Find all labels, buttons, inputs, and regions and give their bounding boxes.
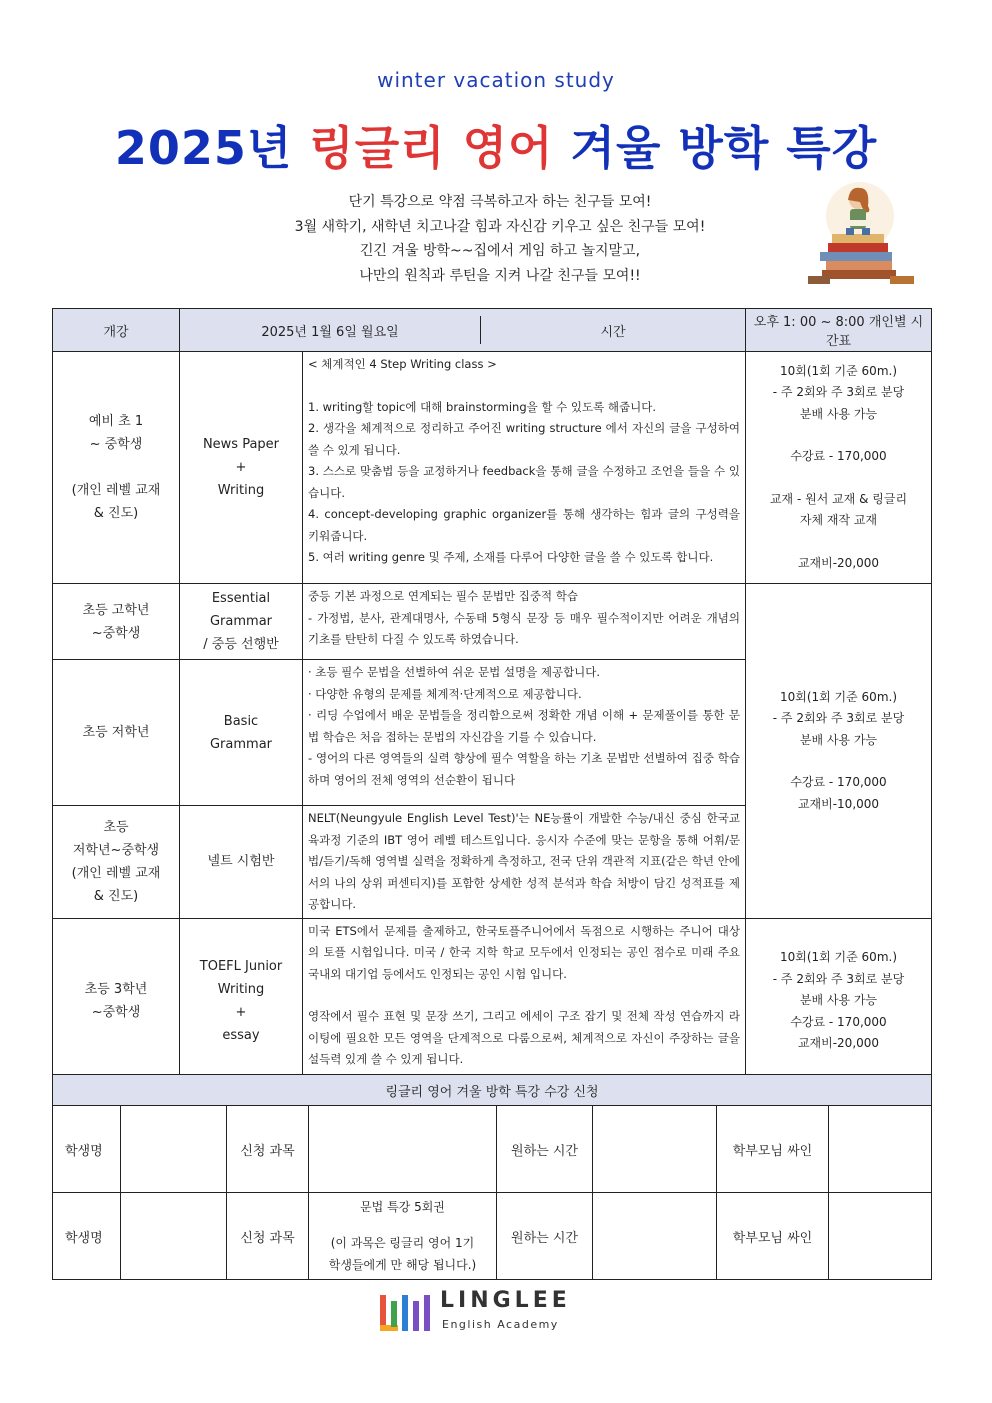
student-name-field[interactable]	[121, 1193, 227, 1280]
time-value: 오후 1: 00 ~ 8:00 개인별 시간표	[746, 309, 932, 352]
page-title	[0, 112, 992, 178]
course-name: News Paper + Writing	[180, 352, 303, 584]
logo-name: LINGLEE	[440, 1288, 571, 1313]
time-label: 원하는 시간	[497, 1193, 593, 1280]
open-date: 2025년 1월 6일 월요일	[180, 316, 481, 344]
student-name-label: 학생명	[53, 1193, 121, 1280]
intro-line: 나만의 원칙과 루틴을 지켜 나갈 친구들 모여!!	[359, 267, 641, 284]
linglee-logo	[378, 1288, 618, 1338]
course-info: 10회(1회 기준 60m.) - 주 2회와 주 3회로 분당 분배 사용 가능 수강료 - 170,000 교재 - 원서 교재 & 링글리 자체 재작 교재 교재비-20,000	[746, 352, 932, 584]
course-info: 10회(1회 기준 60m.) - 주 2회와 주 3회로 분당 분배 사용 가능 수강료 - 170,000 교재비-20,000	[746, 918, 932, 1084]
course-target: 초등 저학년	[53, 660, 180, 806]
course-description: · 초등 필수 문법을 선별하여 쉬운 문법 설명을 제공합니다. · 다양한 유형의 문제를 체계적·단계적으로 제공합니다. · 리딩 수업에서 배운 문법들을 정리함으로써 정확한 개념 이해 + 문제풀이를 통한 문법 학습은 처음 접하는 문법의 자신감을 기를 수 있습니다. - 영어의 다른 영역들의 실력 향상에 필수 역할을 하는 기초 문법만 선별하여 집중 학습하며 영어의 전체 영역의 선순환이 됩니다	[303, 660, 746, 806]
intro-text	[160, 190, 840, 288]
course-description: 미국 ETS에서 문제를 출제하고, 한국토플주니어에서 독점으로 시행하는 주니어 대상의 토플 시험입니다. 미국 / 한국 지학 학교 모두에서 인정되는 공인 점수로 미래 주요 국내외 대기업 등에서도 인정되는 공인 시험 입니다. 영작에서 필수 표현 및 문장 쓰기, 그리고 에세이 구조 잡기 및 전체 작성 연습까지 라이팅에 필요한 모든 영역을 단계적으로 다룸으로써, 체계적으로 자신이 주장하는 글을 설득력 있게 쓸 수 있게 됩니다.	[303, 918, 746, 1084]
course-label: 신청 과목	[227, 1106, 309, 1193]
title-brand: 링글리 영어	[309, 121, 554, 175]
title-year: 2025년	[114, 121, 293, 175]
time-field[interactable]	[593, 1106, 717, 1193]
course-description: < 체계적인 4 Step Writing class > 1. writing할 topic에 대해 brainstorming을 할 수 있도록 해줍니다. 2. 생각을 체계적으로 정리하고 주어진 writing structure 에서 자신의 글을 구성하여 쓸 수 있게 됩니다. 3. 스스로 맞춤법 등을 교정하거나 feedback을 통해 글을 수정하고 조언을 들을 수 있습니다. 4. concept-developing graphic organizer를 통해 생각하는 힘과 글의 구성력을 키워줍니다. 5. 여러 writing genre 및 주제, 소재를 다루어 다양한 글을 쓸 수 있도록 합니다.	[303, 352, 746, 584]
course-description: NELT(Neungyule English Level Test)'는 NE능률이 개발한 수능/내신 중심 한국교육과정 기준의 IBT 영어 레벨 테스트입니다. 응시자 수준에 맞는 문항을 통해 어휘/문법/듣기/독해 영역별 실력을 정확하게 측정하고, 전국 단위 객관적 지표(같은 학년 안에서의 나의 상위 퍼센티지)를 포함한 상세한 성적 분석과 학습 처방이 담긴 성적표를 제공합니다.	[303, 806, 746, 919]
girl-reading-books-illustration	[800, 176, 918, 294]
logo-bar	[391, 1301, 397, 1327]
open-label: 개강	[53, 309, 180, 352]
parent-sign-field[interactable]	[829, 1106, 932, 1193]
logo-subtitle: English Academy	[442, 1318, 559, 1331]
course-description: 중등 기본 과정으로 연계되는 필수 문법만 집중적 학습 - 가정법, 분사, 관계대명사, 수동태 5형식 문장 등 매우 필수적이지만 어려운 개념의 기초를 탄탄히 다질 수 있도록 하였습니다.	[303, 584, 746, 660]
course-target: 예비 초 1 ~ 중학생 (개인 레벨 교재 & 진도)	[53, 352, 180, 584]
application-form	[52, 1074, 932, 1280]
logo-bar	[413, 1301, 419, 1331]
time-label: 원하는 시간	[497, 1106, 593, 1193]
linglee-logo-icon	[378, 1291, 432, 1335]
course-row-essential-grammar	[53, 584, 932, 660]
course-target: 초등 고학년 ~중학생	[53, 584, 180, 660]
logo-bar	[402, 1295, 408, 1331]
intro-line: 단기 특강으로 약점 극복하고자 하는 친구들 모여!	[348, 194, 652, 210]
student-name-label: 학생명	[53, 1106, 121, 1193]
course-field[interactable]	[309, 1106, 497, 1193]
logo-bar	[424, 1295, 430, 1331]
student-name-field[interactable]	[121, 1106, 227, 1193]
course-row-writing	[53, 352, 932, 584]
course-row-toefl-junior	[53, 918, 932, 1084]
application-row	[53, 1193, 932, 1280]
application-row	[53, 1106, 932, 1193]
title-rest: 겨울 방학 특강	[570, 121, 878, 175]
schedule-row	[53, 309, 932, 352]
parent-sign-label: 학부모님 싸인	[717, 1193, 829, 1280]
course-target: 초등 3학년 ~중학생	[53, 918, 180, 1084]
page-subtitle: winter vacation study	[377, 68, 615, 92]
course-name: Essential Grammar / 중등 선행반	[180, 584, 303, 660]
intro-line: 긴긴 겨울 방학~~집에서 게임 하고 놀지말고,	[359, 243, 641, 259]
parent-sign-label: 학부모님 싸인	[717, 1106, 829, 1193]
course-target: 초등 저학년~중학생 (개인 레벨 교재 & 진도)	[53, 806, 180, 919]
application-title: 링글리 영어 겨울 방학 특강 수강 신청	[53, 1075, 932, 1106]
time-field[interactable]	[593, 1193, 717, 1280]
intro-line: 3월 새학기, 새학년 치고나갈 힘과 자신감 키우고 싶은 친구들 모여!	[294, 218, 706, 235]
parent-sign-field[interactable]	[829, 1193, 932, 1280]
course-label: 신청 과목	[227, 1193, 309, 1280]
course-name: 넬트 시험반	[180, 806, 303, 919]
course-name: Basic Grammar	[180, 660, 303, 806]
grammar-course-info: 10회(1회 기준 60m.) - 주 2회와 주 3회로 분당 분배 사용 가능 수강료 - 170,000 교재비-10,000	[746, 584, 932, 919]
course-name: TOEFL Junior Writing + essay	[180, 918, 303, 1084]
time-label: 시간	[600, 324, 626, 340]
course-table	[52, 308, 932, 1085]
course-field-grammar-5[interactable]: 문법 특강 5회권 (이 과목은 링글리 영어 1기 학생들에게 만 해당 됩니다.)	[309, 1193, 497, 1280]
